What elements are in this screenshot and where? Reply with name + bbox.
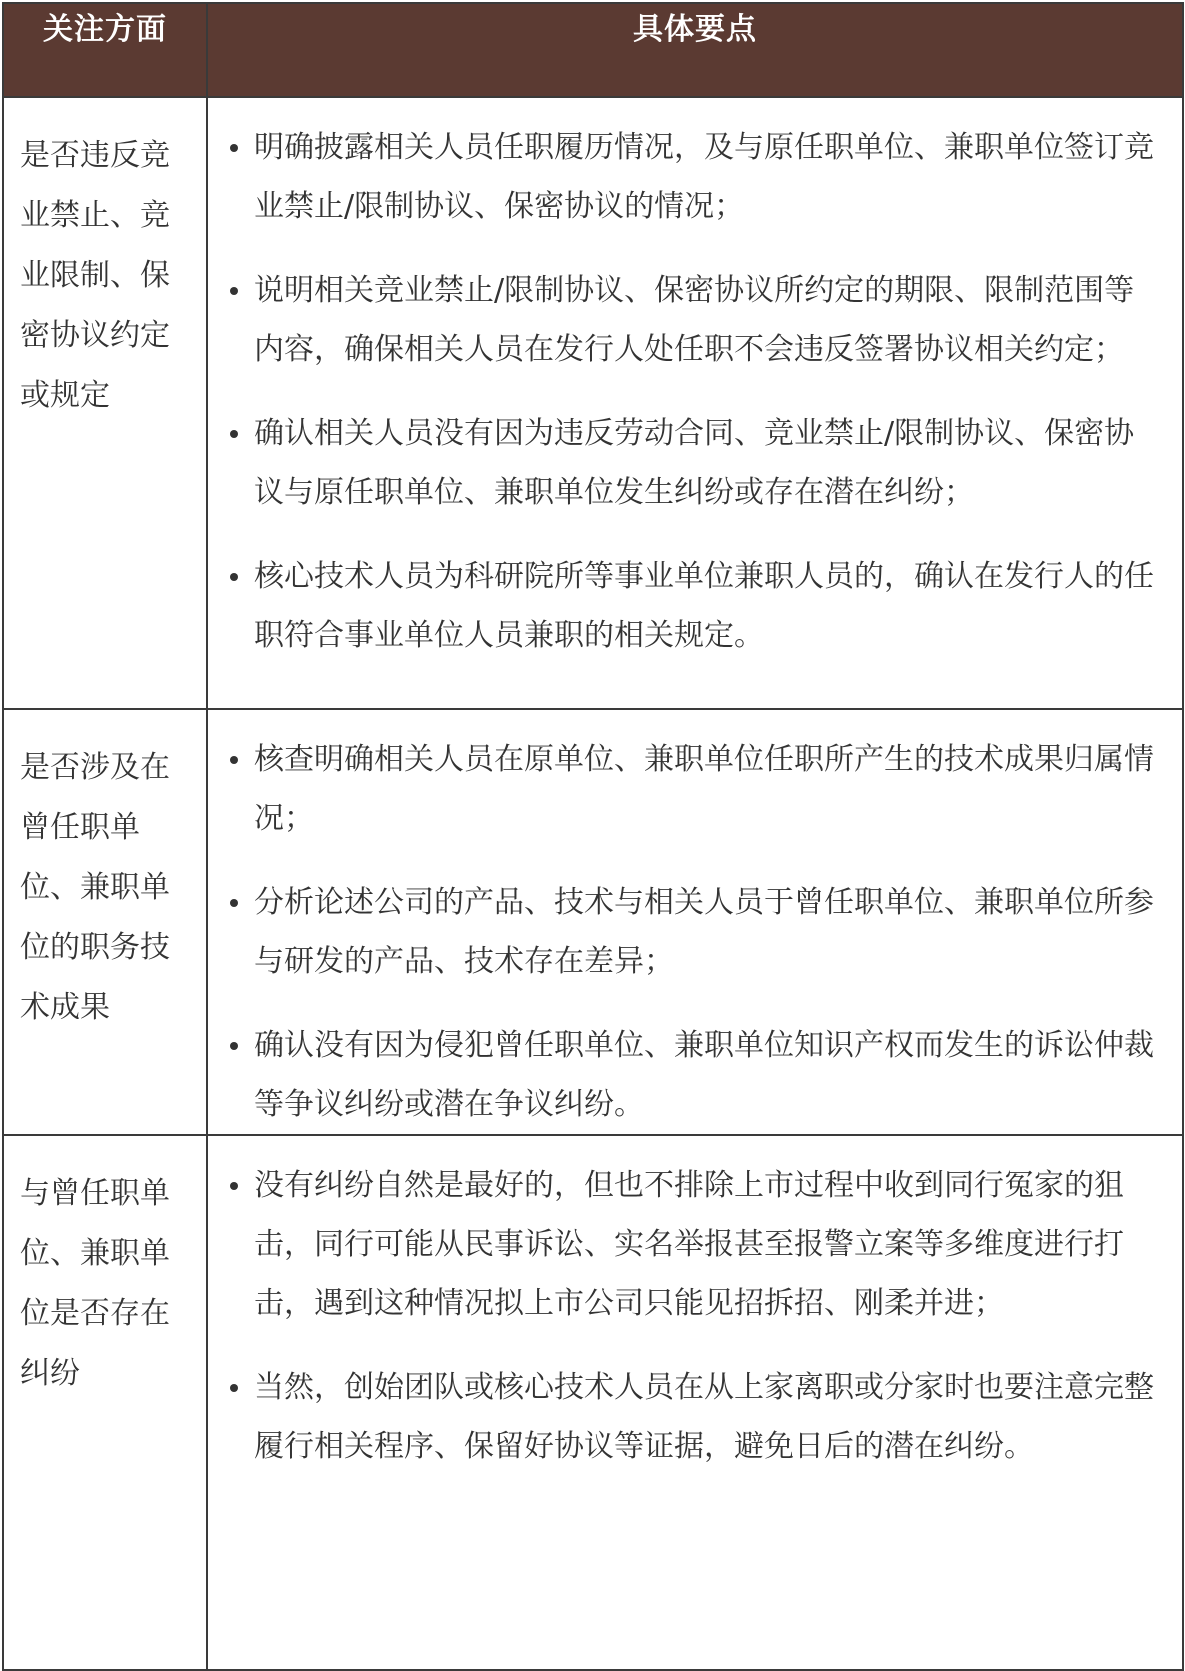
points-list [224, 118, 1164, 665]
point-text: 分析论述公司的产品、技术与相关人员于曾任职单位、兼职单位所参与研发的产品、技术存在差异； [254, 885, 1154, 979]
points-list [224, 730, 1164, 1134]
point-item [224, 118, 1164, 236]
point-text: 当然，创始团队或核心技术人员在从上家离职或分家时也要注意完整履行相关程序、保留好协议等证据，避免日后的潜在纠纷。 [254, 1370, 1154, 1464]
header-key-points: 具体要点 [207, 3, 1183, 97]
bullet-icon [230, 1042, 238, 1050]
bullet-icon [230, 430, 238, 438]
table-header-row [3, 3, 1183, 97]
header-aspect: 关注方面 [3, 3, 207, 97]
aspect-cell: 是否涉及在曾任职单位、兼职单位的职务技术成果 [3, 709, 207, 1135]
point-item [224, 261, 1164, 379]
point-item [224, 547, 1164, 665]
point-item [224, 873, 1164, 991]
requirements-table [2, 2, 1184, 1671]
bullet-icon [230, 1384, 238, 1392]
point-item [224, 1016, 1164, 1134]
point-text: 确认没有因为侵犯曾任职单位、兼职单位知识产权而发生的诉讼仲裁等争议纠纷或潜在争议纠纷。 [254, 1028, 1154, 1122]
points-cell [207, 1135, 1183, 1670]
table-row [3, 709, 1183, 1135]
points-list [224, 1156, 1164, 1476]
bullet-icon [230, 1182, 238, 1190]
point-item [224, 730, 1164, 848]
point-text: 说明相关竞业禁止/限制协议、保密协议所约定的期限、限制范围等内容，确保相关人员在发行人处任职不会违反签署协议相关约定； [254, 273, 1135, 367]
points-cell [207, 709, 1183, 1135]
aspect-cell: 与曾任职单位、兼职单位是否存在纠纷 [3, 1135, 207, 1670]
point-item [224, 1156, 1164, 1333]
point-text: 明确披露相关人员任职履历情况，及与原任职单位、兼职单位签订竞业禁止/限制协议、保密协议的情况； [254, 130, 1154, 224]
bullet-icon [230, 756, 238, 764]
points-cell [207, 97, 1183, 709]
bullet-icon [230, 144, 238, 152]
table-row [3, 1135, 1183, 1670]
point-text: 核查明确相关人员在原单位、兼职单位任职所产生的技术成果归属情况； [254, 742, 1154, 836]
table-row [3, 97, 1183, 709]
point-text: 核心技术人员为科研院所等事业单位兼职人员的，确认在发行人的任职符合事业单位人员兼职的相关规定。 [254, 559, 1154, 653]
aspect-cell: 是否违反竞业禁止、竞业限制、保密协议约定或规定 [3, 97, 207, 709]
bullet-icon [230, 899, 238, 907]
point-text: 没有纠纷自然是最好的，但也不排除上市过程中收到同行冤家的狙击，同行可能从民事诉讼、实名举报甚至报警立案等多维度进行打击，遇到这种情况拟上市公司只能见招拆招、刚柔并进； [254, 1168, 1124, 1321]
point-text: 确认相关人员没有因为违反劳动合同、竞业禁止/限制协议、保密协议与原任职单位、兼职单位发生纠纷或存在潜在纠纷； [254, 416, 1135, 510]
bullet-icon [230, 573, 238, 581]
point-item [224, 1358, 1164, 1476]
bullet-icon [230, 287, 238, 295]
point-item [224, 404, 1164, 522]
